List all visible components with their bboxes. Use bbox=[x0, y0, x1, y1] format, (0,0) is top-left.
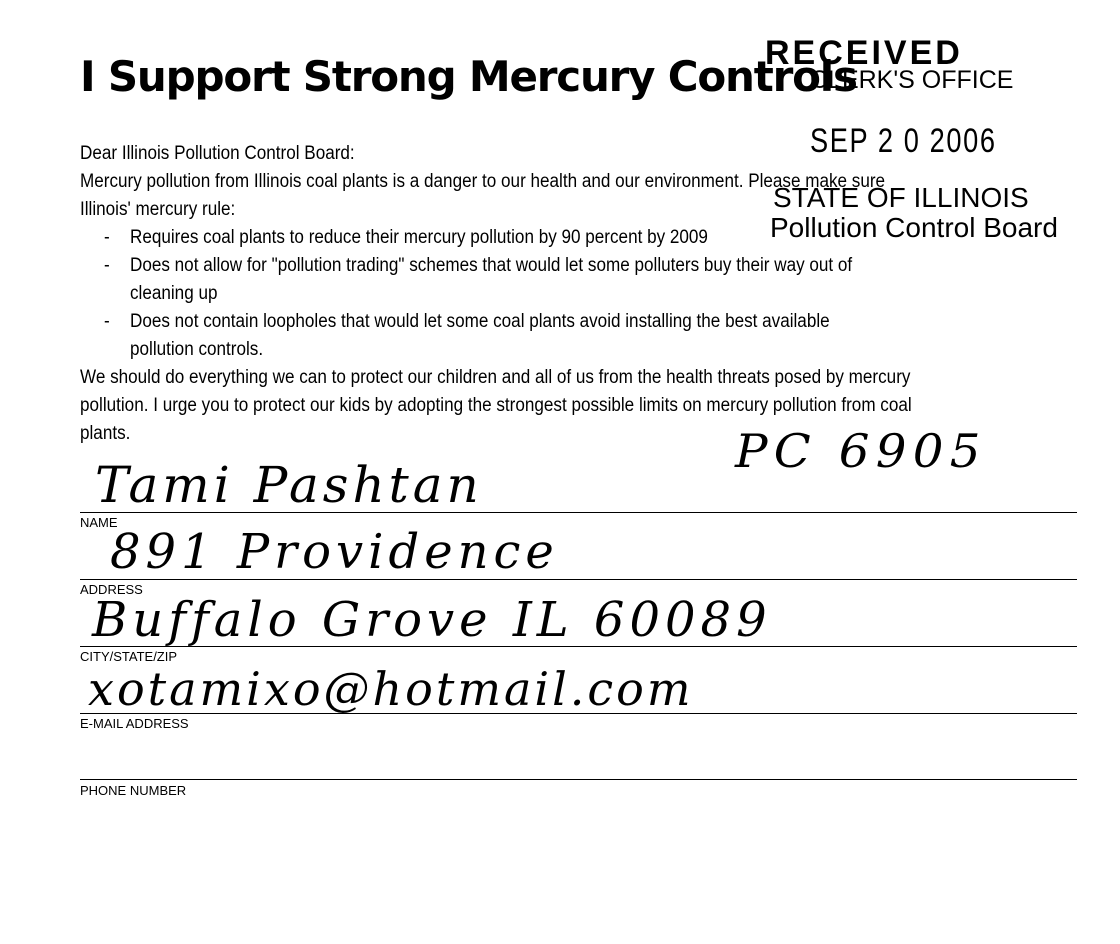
bullet-2-line-1: Does not allow for "pollution trading" schemes that would let some polluters buy their way out of bbox=[130, 255, 853, 276]
bullet-3-line-2: pollution controls. bbox=[130, 339, 264, 360]
page-title: I Support Strong Mercury Controls bbox=[80, 52, 857, 101]
name-label: NAME bbox=[80, 515, 118, 530]
city-state-zip-value: Buffalo Grove IL 60089 bbox=[92, 592, 772, 648]
city-state-zip-line bbox=[80, 646, 1077, 647]
bullet-marker: - bbox=[104, 311, 110, 332]
stamp-office: CLERK'S OFFICE bbox=[810, 66, 1014, 94]
email-value: xotamixo@hotmail.com bbox=[88, 662, 694, 716]
stamp-received: RECEIVED bbox=[765, 34, 963, 72]
bullet-marker: - bbox=[104, 227, 110, 248]
address-line bbox=[80, 579, 1077, 580]
closing-line-2: pollution. I urge you to protect our kids by adopting the strongest possible limits on mercury pollution from coal bbox=[80, 395, 912, 416]
stamp-state: STATE OF ILLINOIS bbox=[773, 182, 1029, 213]
closing-line-3: plants. bbox=[80, 423, 131, 444]
stamp-date: SEP 2 0 2006 bbox=[810, 122, 997, 160]
phone-label: PHONE NUMBER bbox=[80, 783, 187, 798]
closing-line-1: We should do everything we can to protect our children and all of us from the health threats posed by mercury bbox=[80, 367, 911, 388]
docket-number: PC 6905 bbox=[735, 424, 987, 478]
email-line bbox=[80, 713, 1077, 714]
name-value: Tami Pashtan bbox=[95, 456, 483, 514]
email-label: E-MAIL ADDRESS bbox=[80, 716, 189, 731]
city-state-zip-label: CITY/STATE/ZIP bbox=[80, 649, 178, 664]
address-value: 891 Providence bbox=[110, 524, 559, 580]
intro-line-1: Mercury pollution from Illinois coal plants is a danger to our health and our environment. Please make sure bbox=[80, 171, 886, 192]
bullet-2-line-2: cleaning up bbox=[130, 283, 218, 304]
stamp-board: Pollution Control Board bbox=[770, 212, 1058, 243]
bullet-1-line-1: Requires coal plants to reduce their mercury pollution by 90 percent by 2009 bbox=[130, 227, 708, 248]
bullet-marker: - bbox=[104, 255, 110, 276]
salutation: Dear Illinois Pollution Control Board: bbox=[80, 143, 355, 164]
address-label: ADDRESS bbox=[80, 582, 143, 597]
intro-line-2: Illinois' mercury rule: bbox=[80, 199, 236, 220]
phone-line bbox=[80, 779, 1077, 780]
name-line bbox=[80, 512, 1077, 513]
bullet-3-line-1: Does not contain loopholes that would let some coal plants avoid installing the best available bbox=[130, 311, 830, 332]
